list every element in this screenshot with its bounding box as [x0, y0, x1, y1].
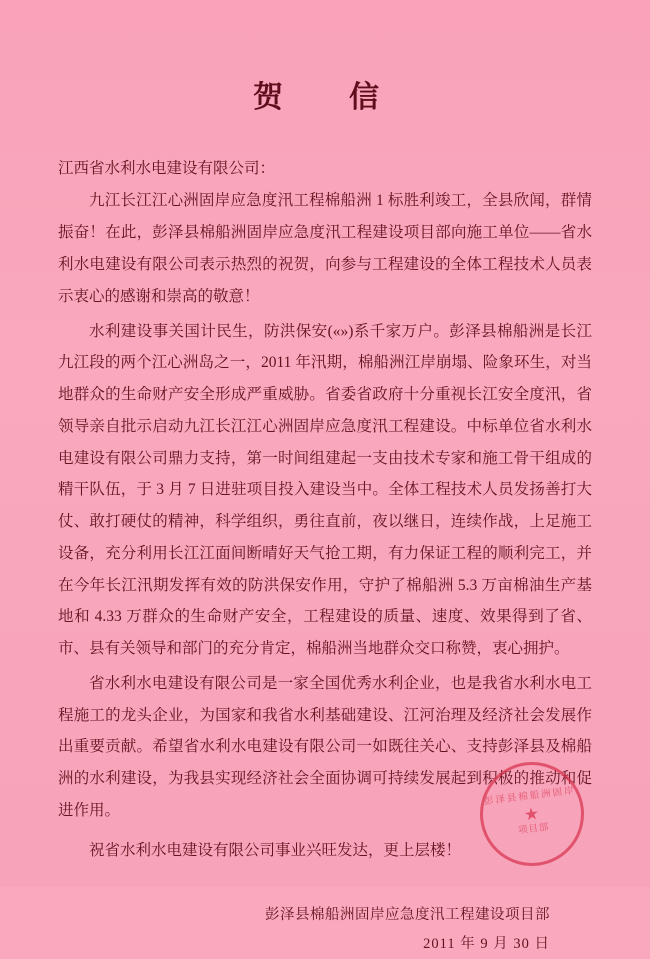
signature-block [58, 901, 592, 959]
paragraph-3: 省水利水电建设有限公司是一家全国优秀水利企业，也是我省水利水电工程施工的龙头企业，为国家和我省水利基础建设、江河治理及经济社会发展作出重要贡献。希望省水利水电建设有限公司一如既往关心、支持彭泽县及棉船洲的水利建设，为我县实现经济社会全面协调可持续发展起到积极的推动和促进作用。 [58, 674, 592, 819]
salutation: 江西省水利水电建设有限公司： [58, 160, 276, 177]
document-body [0, 126, 650, 959]
seal-top-text: 彭泽县棉船洲固岸 [483, 786, 577, 808]
seal-star-icon: ★ [522, 803, 542, 825]
closing-line: 祝省水利水电建设有限公司事业兴旺发达，更上层楼！ [89, 841, 462, 859]
signature-date: 2011 年 9 月 30 日 [423, 935, 550, 952]
signature-organization: 彭泽县棉船洲固岸应急度汛工程建设项目部 [265, 906, 550, 923]
seal-bottom-text: 项目部 [517, 822, 551, 837]
paragraph-2: 水利建设事关国计民生，防洪保安(«»)系千家万户。彭泽县棉船洲是长江九江段的两个江心洲岛之一，2011 年汛期，棉船洲江岸崩塌、险象环生，对当地群众的生命财产安全形成严重威胁。省委省政府十分重视长江安全度汛，省领导亲自批示启动九江长江江心洲固岸应急度汛工程建设。中标单位省水利水电建设有限公司鼎力支持，第一时间组建起一支由技术专家和施工骨干组成的精干队伍，于 3 月 7 日进驻项目投入建设当中。全体工程技术人员发扬善打大仗、敢打硬仗的精神，科学组织，勇往直前，夜以继日，连续作战，上足施工设备，充分利用长江江面间断晴好天气抢工期，有力保证工程的顺利完工，并在今年长江汛期发挥有效的防洪保安作用，守护了棉船洲 5.3 万亩棉油生产基地和 4.33 万群众的生命财产安全，工程建设的质量、速度、效果得到了省、市、县有关领导和部门的充分肯定，棉船洲当地群众交口称赞，衷心拥护。 [58, 322, 592, 658]
document-title: 贺 信 [253, 81, 397, 114]
paragraph-1: 九江长江江心洲固岸应急度汛工程棉船洲 1 标胜利竣工，全县欣闻，群情振奋！在此，彭泽县棉船洲固岸应急度汛工程建设项目部向施工单位——省水利水电建设有限公司表示热烈的祝贺，向参与工程建设的全体工程技术人员表示衷心的感谢和崇高的敬意！ [58, 192, 592, 305]
